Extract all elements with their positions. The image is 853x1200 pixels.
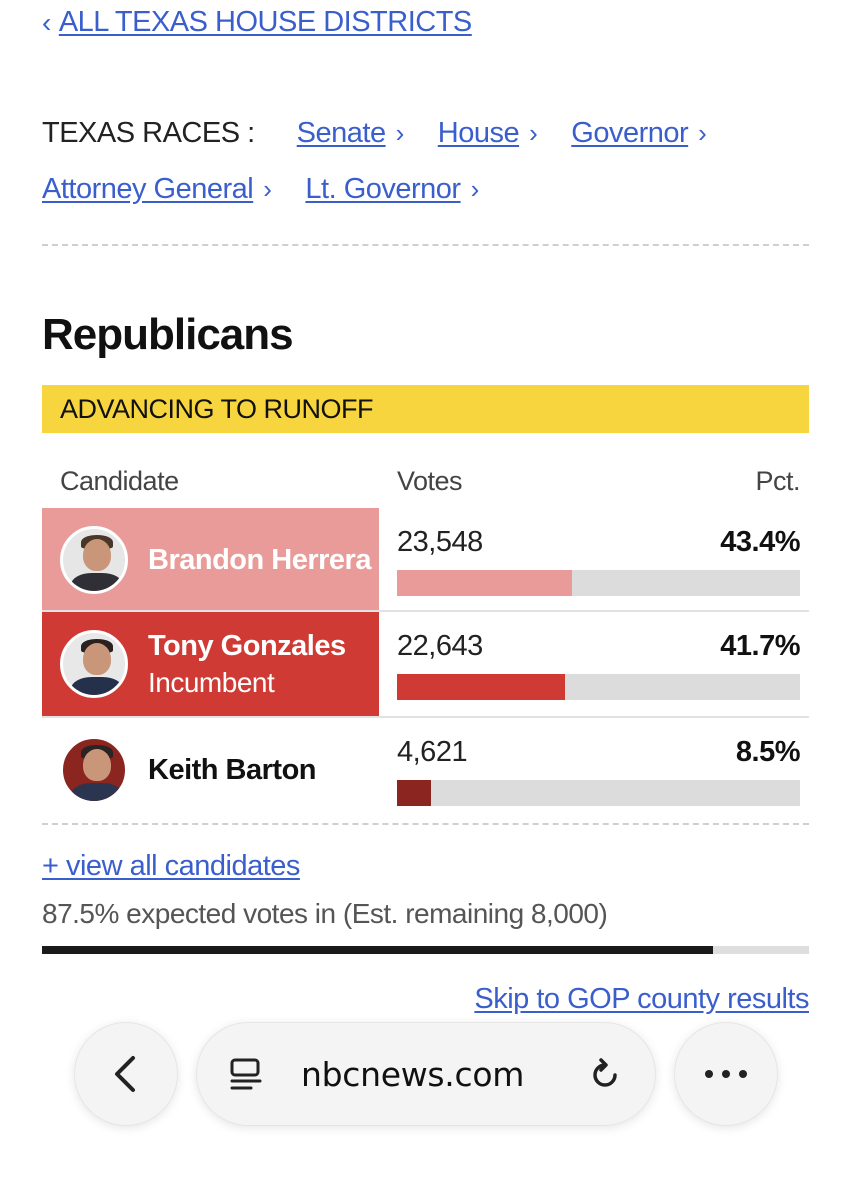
view-all-candidates-link[interactable]: + view all candidates	[42, 850, 300, 882]
texas-races-label: TEXAS RACES :	[42, 116, 255, 149]
candidate-avatar	[60, 736, 128, 804]
chevron-left-icon: ‹	[42, 6, 51, 38]
browser-back-button[interactable]	[74, 1022, 178, 1126]
chevron-right-icon: ›	[698, 117, 707, 148]
vote-percent: 41.7%	[720, 630, 800, 662]
race-link-lt-governor[interactable]	[305, 173, 478, 206]
header-votes: Votes	[397, 466, 463, 496]
divider	[42, 823, 809, 825]
candidate-cell	[42, 508, 379, 612]
status-banner	[42, 385, 809, 433]
party-title: Republicans	[42, 310, 293, 359]
header-pct: Pct.	[755, 466, 800, 496]
expected-votes-progress	[42, 946, 809, 954]
results-table-header	[42, 462, 809, 506]
vote-bar-track	[397, 674, 800, 700]
vote-percent: 43.4%	[720, 526, 800, 558]
more-options-button[interactable]	[674, 1022, 778, 1126]
race-link-attorney-general[interactable]	[42, 173, 271, 206]
vote-count: 22,643	[397, 630, 483, 662]
vote-count: 4,621	[397, 736, 468, 768]
candidate-row[interactable]	[42, 508, 809, 612]
incumbent-label: Incumbent	[148, 666, 275, 698]
chevron-left-icon	[111, 1054, 141, 1094]
race-link-house[interactable]	[438, 117, 538, 150]
back-link[interactable]	[42, 6, 472, 39]
url-text: nbcnews.com	[301, 1054, 525, 1094]
vote-bar-track	[397, 780, 800, 806]
race-link-text[interactable]: Lt. Governor	[305, 172, 461, 205]
vote-bar-fill	[397, 570, 572, 596]
chevron-right-icon: ›	[263, 173, 272, 204]
header-candidate: Candidate	[60, 466, 179, 496]
candidate-name: Brandon Herrera	[148, 543, 371, 576]
chevron-right-icon: ›	[395, 117, 404, 148]
chevron-right-icon: ›	[470, 173, 479, 204]
candidate-cell	[42, 718, 379, 822]
votes-cell	[397, 612, 809, 716]
chevron-right-icon: ›	[529, 117, 538, 148]
race-link-governor[interactable]	[571, 117, 706, 150]
candidate-row[interactable]	[42, 718, 809, 822]
race-link-text[interactable]: Governor	[571, 116, 689, 149]
address-bar[interactable]	[196, 1022, 656, 1126]
votes-cell	[397, 508, 809, 612]
vote-bar-fill	[397, 674, 565, 700]
candidate-avatar	[60, 526, 128, 594]
candidate-row[interactable]	[42, 612, 809, 716]
reader-mode-icon	[229, 1057, 263, 1091]
skip-to-county-results-link[interactable]: Skip to GOP county results	[474, 983, 809, 1015]
candidate-cell	[42, 612, 379, 716]
texas-races-nav	[42, 112, 812, 210]
candidate-avatar	[60, 630, 128, 698]
candidate-name: Keith Barton	[148, 753, 316, 786]
vote-bar-track	[397, 570, 800, 596]
divider	[42, 244, 809, 246]
race-link-text[interactable]: Senate	[296, 116, 386, 149]
race-link-text[interactable]: House	[437, 116, 520, 149]
all-texas-house-districts-link[interactable]: ALL TEXAS HOUSE DISTRICTS	[58, 6, 472, 38]
votes-cell	[397, 718, 809, 822]
candidate-name: Tony Gonzales	[148, 629, 346, 662]
status-banner-text: ADVANCING TO RUNOFF	[60, 393, 374, 424]
expected-votes-text: 87.5% expected votes in (Est. remaining 8,000)	[42, 898, 608, 929]
more-icon	[704, 1069, 748, 1079]
expected-votes-progress-fill	[42, 946, 713, 954]
race-link-senate[interactable]	[297, 117, 404, 150]
vote-percent: 8.5%	[735, 736, 800, 768]
vote-bar-fill	[397, 780, 431, 806]
race-link-text[interactable]: Attorney General	[42, 172, 254, 205]
vote-count: 23,548	[397, 526, 483, 558]
reload-icon[interactable]	[587, 1057, 623, 1093]
